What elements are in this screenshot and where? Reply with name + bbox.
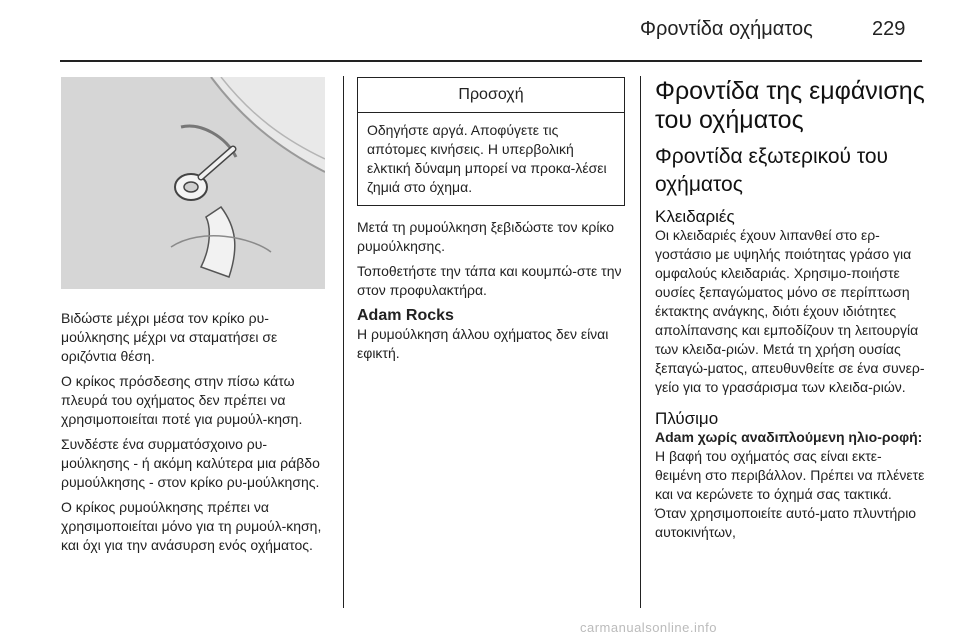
paragraph-unscrew-hook: Μετά τη ρυμούλκηση ξεβιδώστε τον κρίκο ρυμούλκησης. xyxy=(357,219,615,254)
section-heading-vehicle-care: Φροντίδα της εμφάνισης του οχήματος xyxy=(655,77,925,134)
subheading-adam-no-sunroof: Adam χωρίς αναδιπλούμενη ηλιο-ροφή: xyxy=(655,429,923,445)
watermark: carmanualsonline.info xyxy=(580,620,717,635)
paragraph-washing: Η βαφή του οχήματός σας είναι εκτε-θειμένη στο περιβάλλον. Πρέπει να πλένετε και να κερώνετε το όχημά σας τακτικά. Όταν χρησιμοποιείτε αυτό-ματο πλυντήριο αυτοκινήτων, xyxy=(655,448,925,540)
tow-hook-illustration xyxy=(61,77,325,289)
column-divider-2 xyxy=(640,76,641,608)
paragraph-locks: Οι κλειδαριές έχουν λιπανθεί στο ερ-γοστάσιο με υψηλής ποιότητας γράσο για ομφαλούς κλειδαριάς. Χρησιμο-ποιήστε ουσίες ξεπαγώματος μόνο σε περίπτωση έκτακτης ανάγκης, διότι έχουν ιδιότητες απολίπανσης και εμποδίζουν τη λειτουργία των κλειδα-ριών. Μετά τη χρήση ουσίας ξεπαγώ-ματος, απευθυνθείτε σε ένα συνερ-γείο για το γρασάρισμα των κλειδα-ριών. xyxy=(655,227,925,395)
heading-locks: Κλειδαριές xyxy=(655,207,735,226)
caution-box xyxy=(357,77,625,206)
paragraph-adam-rocks: Η ρυμούλκηση άλλου οχήματος δεν είναι εφικτή. xyxy=(357,326,609,361)
caution-text: Οδηγήστε αργά. Αποφύγετε τις απότομες κινήσεις. Η υπερβολική ελκτική δύναμη μπορεί να προκα-λέσει ζημιά στο όχημα. xyxy=(367,122,607,195)
heading-adam-rocks: Adam Rocks xyxy=(357,307,454,324)
paragraph-attach-tow-rope: Συνδέστε ένα συρματόσχοινο ρυ-μούλκησης - ή ακόμη καλύτερα μια ράβδο ρυμούλκησης - στον κρίκο ρυ-μούλκησης. xyxy=(61,436,320,490)
header-title: Φροντίδα οχήματος xyxy=(640,18,813,40)
page-number: 229 xyxy=(872,18,906,40)
caution-title: Προσοχή xyxy=(358,78,624,113)
column-divider-1 xyxy=(343,76,344,608)
top-rule xyxy=(60,60,922,62)
paragraph-screw-in-hook: Βιδώστε μέχρι μέσα τον κρίκο ρυ-μούλκησης μέχρι να σταματήσει σε οριζόντια θέση. xyxy=(61,310,278,364)
tow-hook-drawing xyxy=(61,77,325,289)
heading-washing: Πλύσιμο xyxy=(655,409,719,428)
paragraph-lashing-eye-warning: Ο κρίκος πρόσδεσης στην πίσω κάτω πλευρά του οχήματος δεν πρέπει να χρησιμοποιείται ποτέ για ρυμούλ-κηση. xyxy=(61,373,303,427)
column-2 xyxy=(357,77,625,369)
column-1 xyxy=(61,77,328,561)
paragraph-towing-only: Ο κρίκος ρυμούλκησης πρέπει να χρησιμοποιείται μόνο για τη ρυμούλ-κηση, και όχι για την ανάσυρση ενός οχήματος. xyxy=(61,499,322,553)
column-3 xyxy=(655,77,925,548)
paragraph-refit-cap: Τοποθετήστε την τάπα και κουμπώ-στε την στον προφυλακτήρα. xyxy=(357,263,622,298)
subsection-heading-exterior-care: Φροντίδα εξωτερικού του οχήματος xyxy=(655,145,889,196)
